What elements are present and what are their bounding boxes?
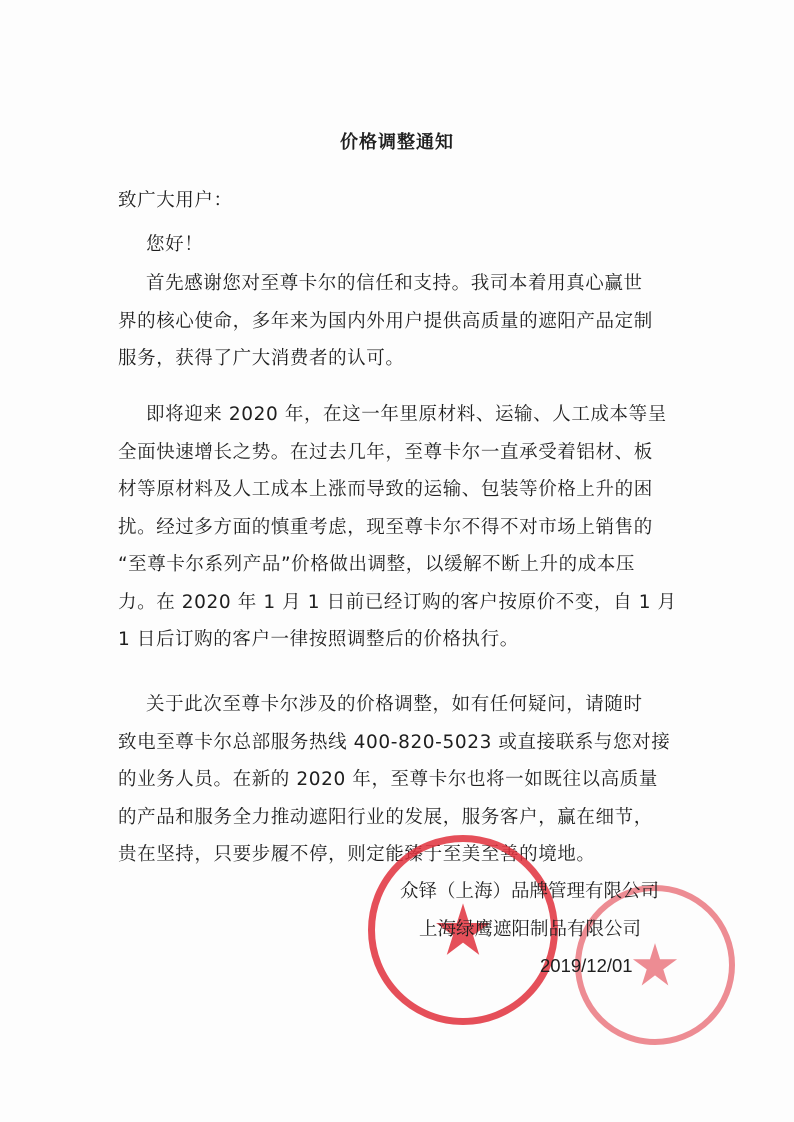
paragraph-line: 材等原材料及人工成本上涨而导致的运输、包装等价格上升的困 bbox=[118, 479, 653, 500]
paragraph-line: 贵在坚持，只要步履不停，则定能臻于至美至善的境地。 bbox=[118, 844, 596, 865]
signature-company-2: 上海绿鹰遮阳制品有限公司 bbox=[419, 919, 642, 940]
signature-date: 2019/12/01 bbox=[540, 955, 633, 976]
paragraph-line: 致电至尊卡尔总部服务热线 400-820-5023 或直接联系与您对接 bbox=[118, 731, 671, 753]
document-title: 价格调整通知 bbox=[340, 132, 454, 153]
paragraph-line: 力。在 2020 年 1 月 1 日前已经订购的客户按原价不变，自 1 月 bbox=[118, 591, 677, 613]
paragraph-line: “至尊卡尔系列产品”价格做出调整，以缓解不断上升的成本压 bbox=[118, 554, 635, 575]
paragraph-line: 首先感谢您对至尊卡尔的信任和支持。我司本着用真心赢世 bbox=[146, 273, 643, 294]
paragraph-line: 全面快速增长之势。在过去几年，至尊卡尔一直承受着铝材、板 bbox=[118, 441, 653, 463]
paragraph-line: 1 日后订购的客户一律按照调整后的价格执行。 bbox=[118, 629, 519, 650]
paragraph-line: 扰。经过多方面的慎重考虑，现至尊卡尔不得不对市场上销售的 bbox=[118, 516, 653, 538]
paragraph-line: 关于此次至尊卡尔涉及的价格调整，如有任何疑问，请随时 bbox=[146, 694, 643, 715]
star-icon bbox=[632, 943, 678, 987]
paragraph-line: 服务，获得了广大消费者的认可。 bbox=[118, 348, 405, 369]
greeting: 您好！ bbox=[146, 234, 204, 255]
paragraph-line: 的业务人员。在新的 2020 年，至尊卡尔也将一如既往以高质量 bbox=[118, 769, 658, 790]
salutation: 致广大用户： bbox=[118, 190, 233, 211]
paragraph-line: 界的核心使命，多年来为国内外用户提供高质量的遮阳产品定制 bbox=[118, 310, 653, 332]
paragraph-line: 的产品和服务全力推动遮阳行业的发展，服务客户，赢在细节， bbox=[118, 806, 653, 828]
paragraph-line: 即将迎来 2020 年，在这一年里原材料、运输、人工成本等呈 bbox=[146, 404, 667, 425]
signature-company-1: 众铎（上海）品牌管理有限公司 bbox=[400, 881, 660, 902]
